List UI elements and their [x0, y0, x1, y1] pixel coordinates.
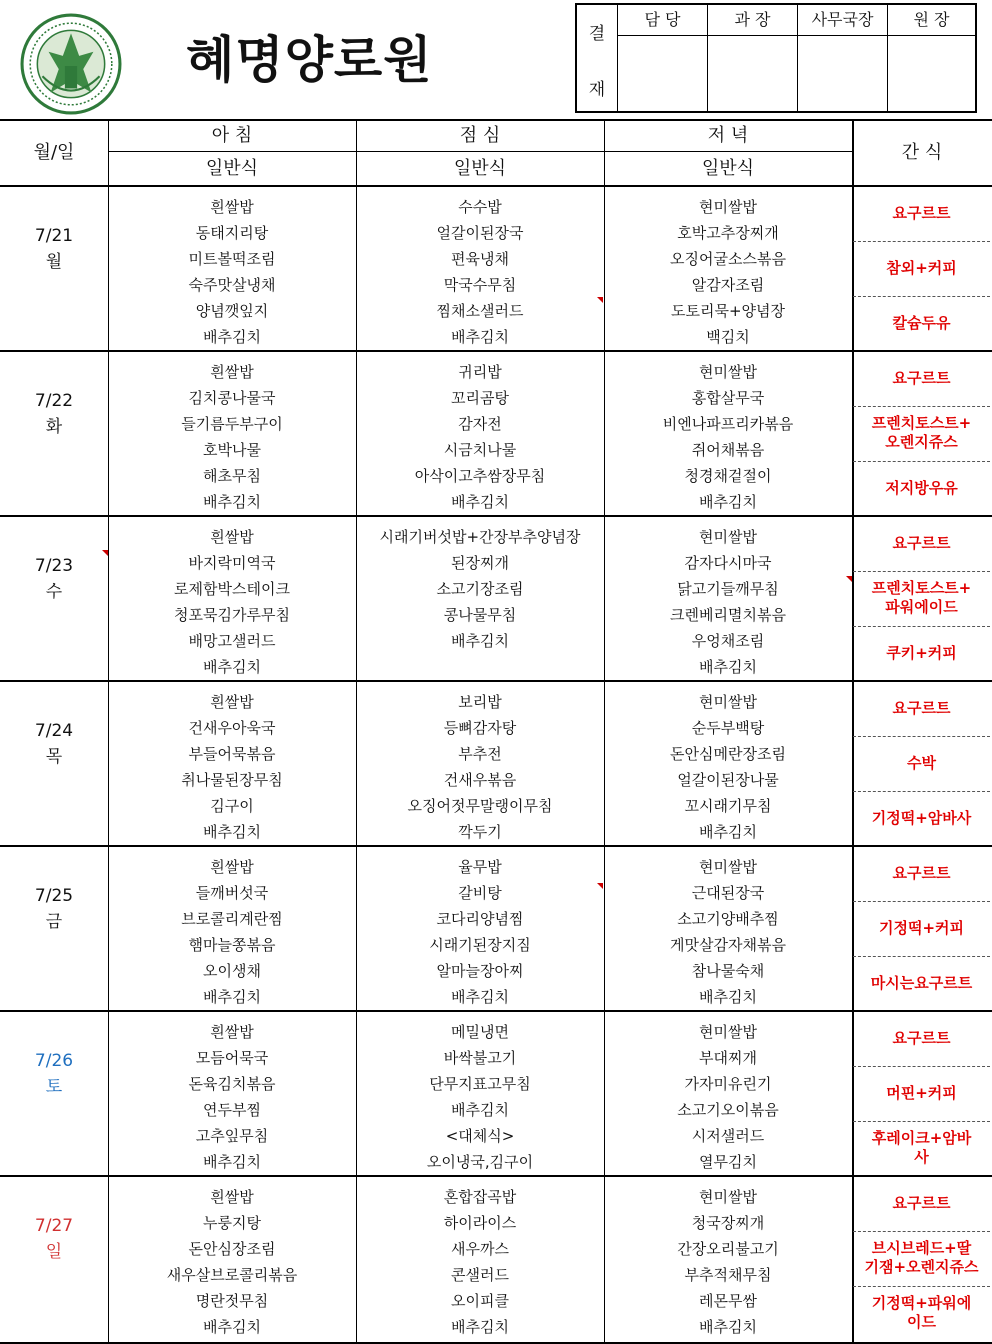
menu-item: 소고기장조림: [436, 580, 524, 598]
day-date: 7/25: [34, 886, 74, 906]
day-date: 7/27: [34, 1216, 74, 1236]
snack-item: 기정떡+암바사: [871, 808, 972, 827]
menu-item: 혼합잡곡밥: [443, 1188, 517, 1206]
snack-divider: [853, 791, 990, 792]
menu-item: 부대찌개: [699, 1049, 757, 1067]
page-title: 혜명양로원: [186, 31, 433, 89]
approval-label-top: 결: [588, 24, 606, 44]
menu-item: 가자미유린기: [684, 1075, 772, 1093]
menu-item: 배추김치: [451, 1318, 509, 1336]
menu-item: 현미쌀밥: [699, 528, 757, 546]
snack-item: 요구르트: [892, 1028, 951, 1047]
menu-item: 배추김치: [699, 823, 757, 841]
breakfast-cell: [108, 359, 356, 515]
breakfast-cell: [108, 854, 356, 1010]
menu-item: 김치콩나물국: [188, 389, 276, 407]
dinner-cell: [604, 524, 852, 680]
menu-item: 배추김치: [699, 493, 757, 511]
menu-item: 배추김치: [451, 328, 509, 346]
day-label: [0, 553, 108, 605]
menu-item: 미트볼떡조림: [188, 250, 276, 268]
dinner-cell: [604, 1019, 852, 1175]
day-weekday: 토: [45, 1077, 63, 1097]
menu-item: 로제함박스테이크: [174, 580, 290, 598]
menu-item: 모듬어묵국: [195, 1049, 269, 1067]
header-date: 월/일: [33, 142, 75, 163]
menu-item: 백김치: [706, 328, 750, 346]
menu-item: 취나물된장무침: [181, 771, 283, 789]
weekly-menu-table: [0, 119, 992, 1344]
menu-item: 돈육김치볶음: [188, 1075, 276, 1093]
menu-item: 간장오리불고기: [677, 1240, 779, 1258]
menu-item: 동태지리탕: [195, 224, 269, 242]
menu-item: 메밀냉면: [451, 1023, 509, 1041]
header-divider: [0, 185, 992, 187]
menu-item: 돈안심메란장조림: [670, 745, 786, 763]
menu-item: 브로콜리계란찜: [181, 910, 283, 928]
snack-divider: [853, 1231, 990, 1232]
day-date: 7/26: [34, 1051, 74, 1071]
menu-item: 부추적채무침: [684, 1266, 772, 1284]
snack-item: 요구르트: [892, 533, 951, 552]
menu-item: 비엔나파프리카볶음: [662, 415, 794, 433]
menu-item: 부추전: [458, 745, 502, 763]
snack-item: 기정떡+커피: [878, 918, 965, 937]
breakfast-cell: [108, 524, 356, 680]
snack-item: 요구르트: [892, 863, 951, 882]
menu-item: 배추김치: [451, 1101, 509, 1119]
menu-item: 연두부찜: [203, 1101, 261, 1119]
breakfast-cell: [108, 689, 356, 845]
day-weekday: 금: [45, 912, 63, 932]
menu-item: 오이냉국,김구이: [426, 1153, 534, 1171]
menu-item: 열무김치: [699, 1153, 757, 1171]
day-weekday: 월: [45, 252, 63, 272]
menu-item: 크렌베리멸치볶음: [670, 606, 786, 624]
menu-item: 편육냉채: [451, 250, 509, 268]
menu-item: 누룽지탕: [203, 1214, 261, 1232]
menu-item: 배망고샐러드: [188, 632, 276, 650]
menu-item: 아삭이고추쌈장무침: [414, 467, 546, 485]
menu-item: 배추김치: [451, 988, 509, 1006]
comment-marker-icon: [102, 550, 108, 556]
approval-role: 원 장: [913, 10, 950, 29]
menu-item: 흰쌀밥: [210, 1023, 254, 1041]
menu-item: 김구이: [210, 797, 254, 815]
menu-item: 흰쌀밥: [210, 858, 254, 876]
menu-item: 오징어젓무말랭이무침: [407, 797, 553, 815]
lunch-cell: [356, 1019, 604, 1175]
menu-item: 시래기된장지짐: [429, 936, 531, 954]
breakfast-cell: [108, 194, 356, 350]
snack-divider: [853, 901, 990, 902]
snack-divider: [853, 1121, 990, 1122]
snack-divider: [853, 296, 990, 297]
snack-divider: [853, 1066, 990, 1067]
dinner-cell: [604, 359, 852, 515]
menu-item: 흰쌀밥: [210, 528, 254, 546]
snack-item: 프렌치토스트+ 오렌지쥬스: [871, 414, 972, 451]
menu-item: 배추김치: [203, 493, 261, 511]
menu-item: 배추김치: [203, 1153, 261, 1171]
menu-item: 콘샐러드: [451, 1266, 509, 1284]
snack-divider: [853, 1286, 990, 1287]
dinner-cell: [604, 194, 852, 350]
menu-item: 깍두기: [458, 823, 502, 841]
lunch-cell: [356, 689, 604, 845]
menu-item: 현미쌀밥: [699, 1188, 757, 1206]
header-meal-type: 일반식: [205, 158, 259, 179]
day-weekday: 일: [45, 1242, 63, 1262]
snack-item: 참외+커피: [886, 258, 957, 277]
header-meal-type: 일반식: [701, 158, 755, 179]
menu-item: 홍합살무국: [691, 389, 765, 407]
snack-item: 기정떡+파워에 이드: [871, 1294, 972, 1331]
menu-item: 바지락미역국: [188, 554, 276, 572]
menu-item: 코다리양념찜: [436, 910, 524, 928]
menu-item: 배추김치: [699, 988, 757, 1006]
header-meal-name: 아 침: [211, 125, 253, 146]
menu-item: 막국수무침: [443, 276, 517, 294]
breakfast-cell: [108, 1184, 356, 1340]
menu-item: 율무밥: [458, 858, 502, 876]
day-weekday: 수: [45, 582, 63, 602]
menu-item: 얼갈이된장나물: [677, 771, 779, 789]
snack-divider: [853, 406, 990, 407]
menu-item: 콩나물무침: [443, 606, 517, 624]
header-snack: 간 식: [901, 142, 943, 163]
row-divider: [0, 515, 992, 517]
snack-item: 브시브레드+딸 기잼+오렌지쥬스: [864, 1239, 979, 1276]
snack-divider: [853, 241, 990, 242]
snack-item: 요구르트: [892, 368, 951, 387]
menu-item: 고추잎무침: [195, 1127, 269, 1145]
menu-item: 부들어묵볶음: [188, 745, 276, 763]
menu-item: 명란젓무침: [195, 1292, 269, 1310]
row-divider: [0, 845, 992, 847]
day-date: 7/23: [34, 556, 74, 576]
menu-item: 갈비탕: [458, 884, 502, 902]
menu-item: [356, 654, 604, 680]
approval-role: 사무국장: [811, 10, 874, 29]
menu-item: 해초무침: [203, 467, 261, 485]
menu-item: 현미쌀밥: [699, 858, 757, 876]
dinner-cell: [604, 1184, 852, 1340]
menu-item: 청경채겉절이: [684, 467, 772, 485]
menu-item: 청포묵김가루무침: [174, 606, 290, 624]
row-divider: [0, 1010, 992, 1012]
lunch-cell: [356, 1184, 604, 1340]
snack-item: 후레이크+암바 사: [871, 1129, 972, 1166]
menu-item: 참나물숙채: [691, 962, 765, 980]
snack-item: 프렌치토스트+ 파워에이드: [871, 579, 972, 616]
day-date: 7/22: [34, 391, 74, 411]
menu-item: 호박고추장찌개: [677, 224, 779, 242]
comment-marker-icon: [597, 297, 603, 303]
menu-item: 배추김치: [451, 493, 509, 511]
menu-item: 청국장찌개: [691, 1214, 765, 1232]
day-label: [0, 718, 108, 770]
day-date: 7/21: [34, 226, 74, 246]
menu-item: 찜채소샐러드: [436, 302, 524, 320]
snack-divider: [853, 461, 990, 462]
menu-item: 배추김치: [451, 632, 509, 650]
snack-item: 저지방우유: [885, 478, 958, 497]
snack-divider: [853, 626, 990, 627]
day-label: [0, 883, 108, 935]
menu-item: 단무지표고무침: [429, 1075, 531, 1093]
menu-item: 알감자조림: [691, 276, 765, 294]
menu-item: 근대된장국: [691, 884, 765, 902]
menu-item: 현미쌀밥: [699, 198, 757, 216]
lunch-cell: [356, 854, 604, 1010]
day-label: [0, 1048, 108, 1100]
menu-item: 햄마늘쫑볶음: [188, 936, 276, 954]
approval-label-bottom: 재: [588, 80, 606, 100]
menu-item: 소고기오이볶음: [677, 1101, 779, 1119]
approval-box: [575, 3, 977, 113]
approval-role: 담 당: [644, 10, 681, 29]
menu-item: 돈안심장조림: [188, 1240, 276, 1258]
lunch-cell: [356, 359, 604, 515]
menu-item: 배추김치: [203, 988, 261, 1006]
menu-item: 건새우볶음: [443, 771, 517, 789]
menu-item: 꼬리곰탕: [451, 389, 509, 407]
menu-item: 호박나물: [203, 441, 261, 459]
menu-item: 숙주맛살냉채: [188, 276, 276, 294]
menu-item: 오징어굴소스볶음: [670, 250, 786, 268]
header-meal-name: 저 녁: [707, 125, 749, 146]
menu-item: 배추김치: [203, 658, 261, 676]
menu-item: 게맛살감자채볶음: [670, 936, 786, 954]
menu-item: 쥐어채볶음: [691, 441, 765, 459]
menu-item: 배추김치: [203, 328, 261, 346]
menu-item: 배추김치: [699, 1318, 757, 1336]
menu-item: 시래기버섯밥+간장부추양념장: [379, 528, 581, 546]
menu-item: 배추김치: [203, 823, 261, 841]
menu-item: 새우까스: [451, 1240, 509, 1258]
menu-item: 된장찌개: [451, 554, 509, 572]
menu-item: 감자전: [458, 415, 502, 433]
day-date: 7/24: [34, 721, 74, 741]
breakfast-cell: [108, 1019, 356, 1175]
snack-item: 마시는요구르트: [870, 973, 973, 992]
menu-item: 건새우아욱국: [188, 719, 276, 737]
lunch-cell: [356, 524, 604, 680]
snack-item: 수박: [907, 753, 936, 772]
snack-item: 요구르트: [892, 1193, 951, 1212]
header-meal-name: 점 심: [459, 125, 501, 146]
menu-item: 오이생채: [203, 962, 261, 980]
snack-divider: [853, 736, 990, 737]
menu-item: 레몬무쌈: [699, 1292, 757, 1310]
day-weekday: 목: [45, 747, 63, 767]
menu-item: 순두부백탕: [691, 719, 765, 737]
menu-item: 흰쌀밥: [210, 198, 254, 216]
menu-item: 흰쌀밥: [210, 1188, 254, 1206]
menu-item: 수수밥: [458, 198, 502, 216]
snack-item: 요구르트: [892, 203, 951, 222]
menu-item: 하이라이스: [443, 1214, 517, 1232]
row-divider: [0, 680, 992, 682]
comment-marker-icon: [597, 883, 603, 889]
menu-item: 시금치나물: [443, 441, 517, 459]
day-label: [0, 223, 108, 275]
row-divider: [0, 350, 992, 352]
menu-item: 들기름두부구이: [181, 415, 283, 433]
menu-item: 현미쌀밥: [699, 693, 757, 711]
menu-item: 바싹불고기: [443, 1049, 517, 1067]
menu-item: 들깨버섯국: [195, 884, 269, 902]
snack-item: 머핀+커피: [886, 1083, 957, 1102]
menu-item: 소고기양배추찜: [677, 910, 779, 928]
menu-item: 감자다시마국: [684, 554, 772, 572]
menu-item: 오이피클: [451, 1292, 509, 1310]
snack-divider: [853, 571, 990, 572]
menu-item: 보리밥: [458, 693, 502, 711]
menu-item: 알마늘장아찌: [436, 962, 524, 980]
menu-item: 귀리밥: [458, 363, 502, 381]
menu-item: 흰쌀밥: [210, 363, 254, 381]
menu-item: 닭고기들깨무침: [677, 580, 779, 598]
row-divider: [0, 1175, 992, 1177]
snack-item: 쿠키+커피: [886, 643, 957, 662]
menu-item: 흰쌀밥: [210, 693, 254, 711]
menu-item: 시저샐러드: [691, 1127, 765, 1145]
snack-divider: [853, 956, 990, 957]
menu-item: 현미쌀밥: [699, 363, 757, 381]
header-sub-divider: [108, 151, 852, 152]
circular-emblem-logo: [20, 13, 122, 115]
menu-item: 현미쌀밥: [699, 1023, 757, 1041]
snack-item: 칼슘두유: [892, 313, 951, 332]
snack-item: 요구르트: [892, 698, 951, 717]
day-label: [0, 388, 108, 440]
menu-item: 우엉채조림: [691, 632, 765, 650]
menu-item: 배추김치: [203, 1318, 261, 1336]
menu-item: 등뼈감자탕: [443, 719, 517, 737]
menu-item: 새우살브로콜리볶음: [166, 1266, 298, 1284]
lunch-cell: [356, 194, 604, 350]
menu-item: 꼬시래기무침: [684, 797, 772, 815]
dinner-cell: [604, 854, 852, 1010]
menu-item: 배추김치: [699, 658, 757, 676]
dinner-cell: [604, 689, 852, 845]
header-meal-type: 일반식: [453, 158, 507, 179]
menu-item: 도토리묵+양념장: [671, 302, 785, 320]
menu-item: 얼갈이된장국: [436, 224, 524, 242]
approval-role: 과 장: [734, 10, 771, 29]
day-weekday: 화: [45, 417, 63, 437]
comment-marker-icon: [846, 576, 852, 582]
menu-item: 양념깻잎지: [195, 302, 269, 320]
day-label: [0, 1213, 108, 1265]
menu-item: <대체식>: [445, 1127, 515, 1145]
